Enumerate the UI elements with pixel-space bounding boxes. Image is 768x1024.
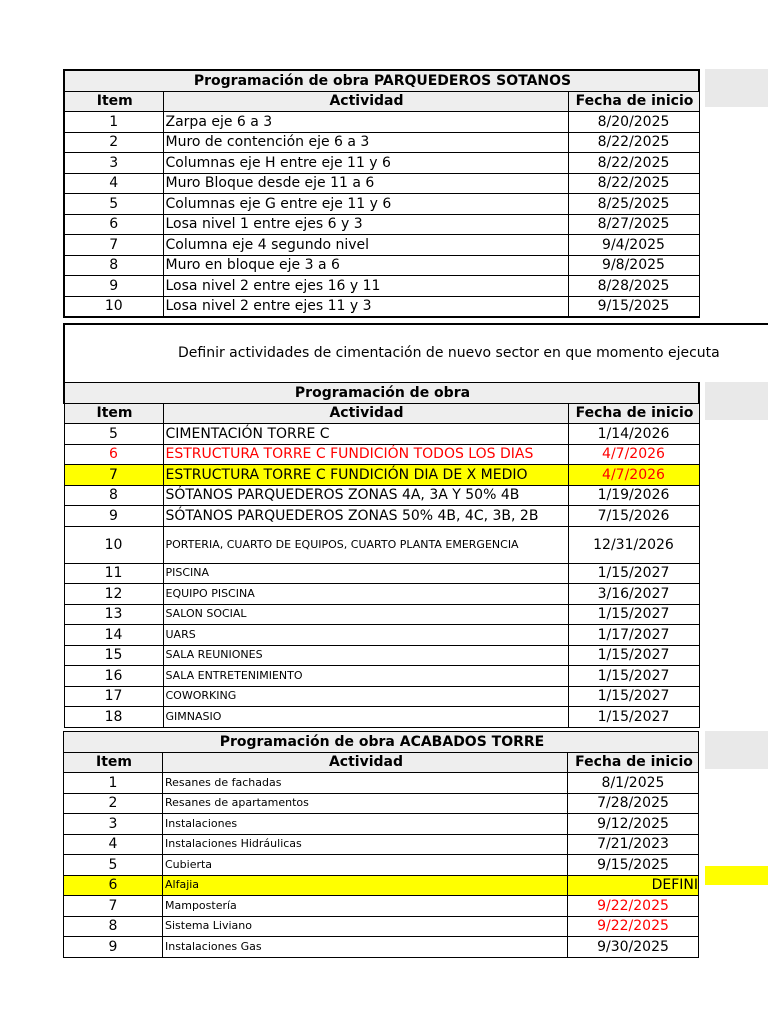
cell-activity[interactable]: Mampostería	[163, 896, 568, 917]
cell-activity[interactable]: PISCINA	[163, 563, 568, 584]
cell-activity[interactable]: GIMNASIO	[163, 707, 568, 728]
cell-date[interactable]: 8/22/2025	[568, 132, 699, 153]
table-row	[64, 896, 699, 917]
offscreen-header-cell	[705, 382, 768, 420]
cell-date[interactable]: 8/27/2025	[568, 214, 699, 235]
cell-item[interactable]: 18	[64, 707, 163, 728]
cell-item[interactable]: 16	[64, 666, 163, 687]
table-row	[64, 444, 699, 465]
cell-activity[interactable]: ESTRUCTURA TORRE C FUNDICIÓN TODOS LOS DIAS	[163, 444, 568, 465]
note-cell[interactable]	[63, 323, 768, 383]
cell-date[interactable]: 8/28/2025	[568, 276, 699, 297]
header-activity[interactable]: Actividad	[163, 752, 568, 773]
cell-item[interactable]: 7	[64, 896, 163, 917]
cell-item[interactable]: 9	[64, 276, 163, 297]
cell-activity[interactable]: Sistema Liviano	[163, 916, 568, 937]
table-title[interactable]: Programación de obra	[64, 383, 699, 404]
cell-date[interactable]: 4/7/2026	[568, 444, 699, 465]
cell-date[interactable]: 7/21/2023	[568, 834, 699, 855]
cell-item[interactable]: 2	[64, 132, 163, 153]
table-row	[64, 937, 699, 958]
cell-activity[interactable]: ESTRUCTURA TORRE C FUNDICIÓN DIA DE X MEDIO	[163, 465, 568, 486]
cell-activity[interactable]: SÓTANOS PARQUEDEROS ZONAS 4A, 3A Y 50% 4B	[163, 485, 568, 506]
cell-item[interactable]: 9	[64, 937, 163, 958]
table-row	[64, 916, 699, 937]
cell-item[interactable]: 4	[64, 834, 163, 855]
cell-date[interactable]: 1/15/2027	[568, 604, 699, 625]
cell-date[interactable]: 1/17/2027	[568, 625, 699, 646]
table-row	[64, 214, 699, 235]
cell-date[interactable]: 8/22/2025	[568, 153, 699, 174]
cell-date[interactable]: 1/15/2027	[568, 686, 699, 707]
table-title[interactable]: Programación de obra ACABADOS TORRE	[64, 732, 699, 753]
cell-item[interactable]: 17	[64, 686, 163, 707]
cell-activity[interactable]: SALA ENTRETENIMIENTO	[163, 666, 568, 687]
header-item[interactable]: Item	[64, 91, 163, 112]
cell-activity[interactable]: Muro de contención eje 6 a 3	[163, 132, 568, 153]
cell-item[interactable]: 7	[64, 235, 163, 256]
header-item[interactable]: Item	[64, 752, 163, 773]
table-row	[64, 255, 699, 276]
parqueaderos-table	[63, 69, 700, 318]
cell-activity[interactable]: Columna eje 4 segundo nivel	[163, 235, 568, 256]
note-text: Definir actividades de cimentación de nuevo sector en que momento ejecuta	[178, 345, 720, 361]
cell-activity[interactable]: Resanes de apartamentos	[163, 793, 568, 814]
cell-date[interactable]: 9/12/2025	[568, 814, 699, 835]
cell-item[interactable]: 5	[64, 194, 163, 215]
cell-date[interactable]: 9/22/2025	[568, 896, 699, 917]
cell-date[interactable]: 1/15/2027	[568, 645, 699, 666]
cell-item[interactable]: 1	[64, 112, 163, 133]
table-row	[64, 485, 699, 506]
cell-activity[interactable]: Cubierta	[163, 855, 568, 876]
cell-item[interactable]: 8	[64, 916, 163, 937]
cell-date[interactable]: 1/15/2027	[568, 707, 699, 728]
table-row	[64, 814, 699, 835]
cell-activity[interactable]: Muro en bloque eje 3 a 6	[163, 255, 568, 276]
cell-date[interactable]: 9/30/2025	[568, 937, 699, 958]
table-row	[64, 773, 699, 794]
table-row	[64, 645, 699, 666]
cell-item[interactable]: 8	[64, 485, 163, 506]
cell-item[interactable]: 6	[64, 214, 163, 235]
cell-date[interactable]: 9/4/2025	[568, 235, 699, 256]
cell-item[interactable]: 3	[64, 814, 163, 835]
cell-activity[interactable]: Resanes de fachadas	[163, 773, 568, 794]
table-row	[64, 424, 699, 445]
cell-item[interactable]: 13	[64, 604, 163, 625]
table-row	[64, 707, 699, 728]
table-row	[64, 834, 699, 855]
cell-item[interactable]: 4	[64, 173, 163, 194]
header-item[interactable]: Item	[64, 403, 163, 424]
table-row	[64, 666, 699, 687]
cell-activity[interactable]: Losa nivel 1 entre ejes 6 y 3	[163, 214, 568, 235]
table-row	[64, 153, 699, 174]
cell-item[interactable]: 3	[64, 153, 163, 174]
cell-activity[interactable]: COWORKING	[163, 686, 568, 707]
cell-activity[interactable]: PORTERIA, CUARTO DE EQUIPOS, CUARTO PLANTA EMERGENCIA	[163, 526, 568, 563]
cell-activity[interactable]: Alfajia	[163, 875, 568, 896]
cell-activity[interactable]: UARS	[163, 625, 568, 646]
table-row	[64, 563, 699, 584]
cell-date[interactable]: 7/15/2026	[568, 506, 699, 527]
cell-date[interactable]: DEFINI	[568, 875, 699, 896]
cell-item[interactable]: 11	[64, 563, 163, 584]
cell-item[interactable]: 5	[64, 424, 163, 445]
table-row	[64, 132, 699, 153]
header-date[interactable]: Fecha de inicio	[568, 752, 699, 773]
cell-item[interactable]: 9	[64, 506, 163, 527]
table-row	[64, 793, 699, 814]
cell-item[interactable]: 5	[64, 855, 163, 876]
cell-activity[interactable]: Muro Bloque desde eje 11 a 6	[163, 173, 568, 194]
highlight-spill	[705, 866, 768, 885]
cell-date[interactable]: 9/22/2025	[568, 916, 699, 937]
offscreen-header-cell	[705, 731, 768, 769]
table-row	[64, 686, 699, 707]
cell-date[interactable]: 7/28/2025	[568, 793, 699, 814]
cell-item[interactable]: 15	[64, 645, 163, 666]
cell-item[interactable]: 12	[64, 584, 163, 605]
table-row	[64, 235, 699, 256]
cell-date[interactable]: 9/15/2025	[568, 296, 699, 317]
cell-item[interactable]: 6	[64, 444, 163, 465]
cell-activity[interactable]: Instalaciones	[163, 814, 568, 835]
cell-date[interactable]: 8/25/2025	[568, 194, 699, 215]
header-activity[interactable]: Actividad	[163, 91, 568, 112]
cell-activity[interactable]: SALON SOCIAL	[163, 604, 568, 625]
cell-date[interactable]: 9/8/2025	[568, 255, 699, 276]
cell-item[interactable]: 7	[64, 465, 163, 486]
table-row	[64, 584, 699, 605]
cell-date[interactable]: 8/20/2025	[568, 112, 699, 133]
cell-activity[interactable]: EQUIPO PISCINA	[163, 584, 568, 605]
cell-activity[interactable]: Instalaciones Hidráulicas	[163, 834, 568, 855]
cell-date[interactable]: 8/22/2025	[568, 173, 699, 194]
cell-item[interactable]: 14	[64, 625, 163, 646]
table-row	[64, 276, 699, 297]
cell-activity[interactable]: Losa nivel 2 entre ejes 11 y 3	[163, 296, 568, 317]
cell-item[interactable]: 10	[64, 296, 163, 317]
cell-activity[interactable]: Losa nivel 2 entre ejes 16 y 11	[163, 276, 568, 297]
table-row	[64, 855, 699, 876]
cell-date[interactable]: 1/14/2026	[568, 424, 699, 445]
programacion-table	[63, 382, 700, 728]
cell-activity[interactable]: CIMENTACIÓN TORRE C	[163, 424, 568, 445]
cell-activity[interactable]: Columnas eje G entre eje 11 y 6	[163, 194, 568, 215]
cell-date[interactable]: 1/15/2027	[568, 666, 699, 687]
table-row	[64, 506, 699, 527]
cell-item[interactable]: 8	[64, 255, 163, 276]
table-row	[64, 875, 699, 896]
cell-date[interactable]: 1/15/2027	[568, 563, 699, 584]
cell-item[interactable]: 1	[64, 773, 163, 794]
cell-date[interactable]: 4/7/2026	[568, 465, 699, 486]
header-activity[interactable]: Actividad	[163, 403, 568, 424]
header-date[interactable]: Fecha de inicio	[568, 403, 699, 424]
cell-date[interactable]: 8/1/2025	[568, 773, 699, 794]
cell-date[interactable]: 9/15/2025	[568, 855, 699, 876]
cell-item[interactable]: 10	[64, 526, 163, 563]
table-row	[64, 112, 699, 133]
cell-activity[interactable]: SÓTANOS PARQUEDEROS ZONAS 50% 4B, 4C, 3B, 2B	[163, 506, 568, 527]
table-row	[64, 296, 699, 317]
header-date[interactable]: Fecha de inicio	[568, 91, 699, 112]
table-row	[64, 465, 699, 486]
table-row	[64, 604, 699, 625]
cell-activity[interactable]: Zarpa eje 6 a 3	[163, 112, 568, 133]
cell-date[interactable]: 12/31/2026	[568, 526, 699, 563]
cell-date[interactable]: 1/19/2026	[568, 485, 699, 506]
cell-activity[interactable]: SALA REUNIONES	[163, 645, 568, 666]
table-row	[64, 526, 699, 563]
table-row	[64, 194, 699, 215]
offscreen-header-cell	[705, 69, 768, 107]
cell-date[interactable]: 3/16/2027	[568, 584, 699, 605]
cell-activity[interactable]: Instalaciones Gas	[163, 937, 568, 958]
cell-activity[interactable]: Columnas eje H entre eje 11 y 6	[163, 153, 568, 174]
acabados-table	[63, 731, 699, 958]
table-row	[64, 625, 699, 646]
table-title[interactable]: Programación de obra PARQUEDEROS SOTANOS	[64, 70, 699, 91]
cell-item[interactable]: 6	[64, 875, 163, 896]
cell-item[interactable]: 2	[64, 793, 163, 814]
table-row	[64, 173, 699, 194]
